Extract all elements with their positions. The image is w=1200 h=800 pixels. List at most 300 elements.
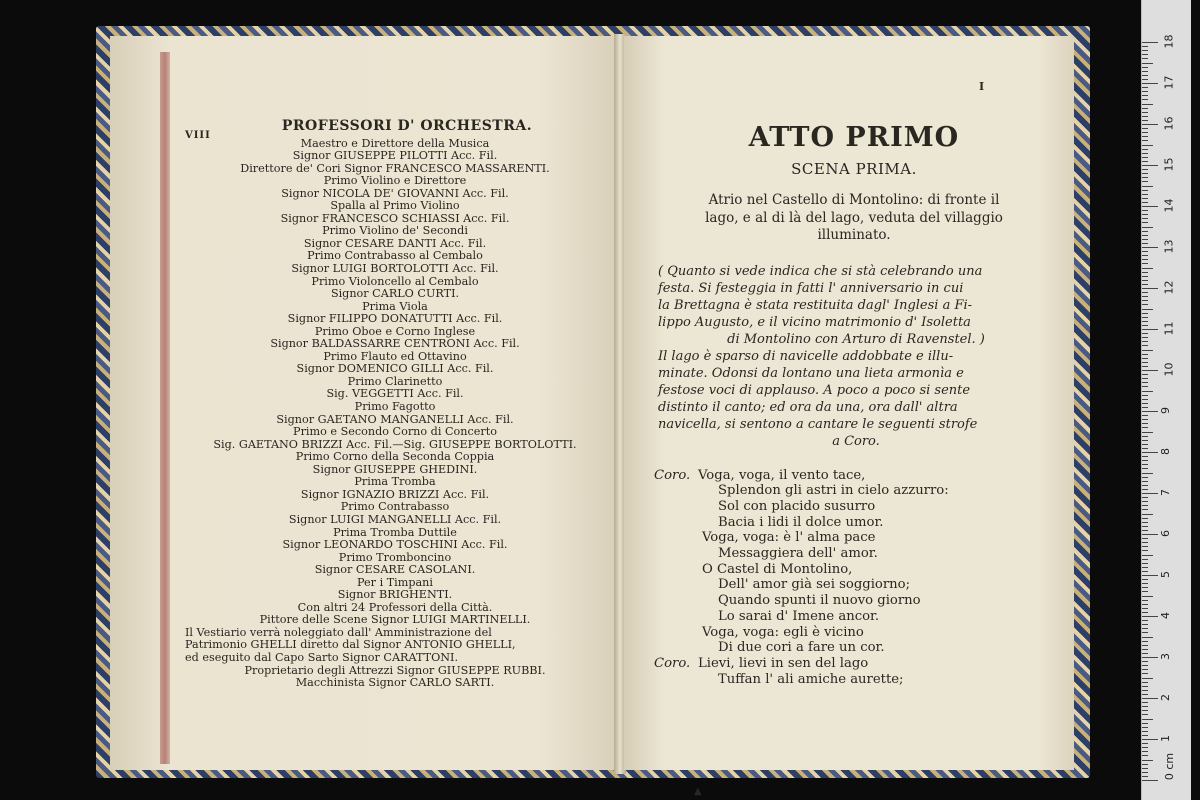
stage-line: minate. Odonsi da lontano una lieta armonìa e	[658, 365, 964, 381]
verse-text: Voga, voga, il vento tace,	[698, 467, 866, 483]
orchestra-line: Signor FILIPPO DONATUTTI Acc. Fil.	[287, 312, 503, 326]
ruler-tick	[1142, 321, 1148, 322]
ruler-tick	[1142, 218, 1148, 219]
ruler-tick	[1142, 522, 1148, 523]
ruler-tick	[1142, 239, 1148, 240]
ruler-tick	[1142, 673, 1148, 674]
ruler-tick	[1142, 591, 1148, 592]
ruler-tick	[1142, 452, 1158, 453]
orchestra-line: Sig. GAETANO BRIZZI Acc. Fil.—Sig. GIUSEPPE BORTOLOTTI.	[213, 437, 577, 451]
footer-mark: ▲	[694, 786, 702, 797]
ruler-tick	[1142, 128, 1148, 129]
orchestra-line: Con altri 24 Professori della Città.	[297, 600, 493, 614]
ruler-tick	[1142, 448, 1148, 449]
ruler-tick	[1142, 325, 1148, 326]
orchestra-line: Signor DOMENICO GILLI Acc. Fil.	[296, 362, 494, 376]
ruler-tick	[1142, 628, 1148, 629]
verse-line	[654, 609, 1054, 625]
ruler-tick	[1142, 702, 1148, 703]
ruler-tick	[1142, 214, 1148, 215]
ruler-tick	[1142, 370, 1158, 371]
ruler-tick	[1142, 468, 1148, 469]
ruler-tick	[1142, 485, 1148, 486]
ruler-tick	[1142, 780, 1158, 781]
ruler-tick	[1142, 583, 1148, 584]
verse-text: Voga, voga: egli è vicino	[702, 624, 864, 640]
orchestra-list	[185, 120, 605, 690]
ruler-tick	[1142, 108, 1148, 109]
ruler-tick	[1142, 58, 1148, 59]
setting-line: Atrio nel Castello di Montolino: di fronte il	[708, 192, 1000, 208]
book-binding	[96, 26, 1090, 797]
stage-line: la Brettagna è stata restituita dagl' Inglesi a Fi-	[658, 297, 973, 313]
ruler-tick	[1142, 259, 1148, 260]
ruler-tick	[1142, 120, 1148, 121]
ruler-tick	[1142, 350, 1153, 351]
ruler-tick	[1142, 280, 1148, 281]
ruler-tick	[1142, 723, 1148, 724]
ruler-tick	[1142, 202, 1148, 203]
ruler-tick	[1142, 473, 1153, 474]
ruler-tick	[1142, 518, 1148, 519]
ruler-label: 2	[1159, 694, 1172, 701]
ruler-tick	[1142, 772, 1148, 773]
ruler-tick	[1142, 760, 1153, 761]
ruler-tick	[1142, 276, 1148, 277]
stage-direction	[654, 263, 1054, 450]
orchestra-line: Primo Oboe e Corno Inglese	[314, 324, 476, 338]
ruler-tick	[1142, 190, 1148, 191]
ruler-tick	[1142, 587, 1148, 588]
orchestra-line: Signor CESARE DANTI Acc. Fil.	[303, 236, 487, 250]
ruler-tick	[1142, 83, 1158, 84]
ruler-tick	[1142, 87, 1148, 88]
left-page	[110, 36, 616, 770]
ruler-tick	[1142, 177, 1148, 178]
ruler-tick	[1142, 243, 1148, 244]
orchestra-line: Per i Timpani	[357, 575, 433, 589]
ruler-tick	[1142, 153, 1148, 154]
ruler-label: 12	[1162, 280, 1176, 295]
ruler-tick	[1142, 694, 1148, 695]
orchestra-line: Maestro e Direttore della Musica	[300, 136, 490, 150]
ruler-tick	[1142, 304, 1148, 305]
ruler-tick	[1142, 731, 1148, 732]
ruler-tick	[1142, 358, 1148, 359]
ruler-tick	[1142, 436, 1148, 437]
ruler-tick	[1142, 345, 1148, 346]
ruler-tick	[1142, 382, 1148, 383]
ruler-tick	[1142, 743, 1148, 744]
ruler-tick	[1142, 415, 1148, 416]
right-page	[624, 36, 1074, 797]
ruler-tick	[1142, 493, 1158, 494]
ruler-tick	[1142, 91, 1148, 92]
ruler-tick	[1142, 481, 1148, 482]
ruler-tick	[1142, 538, 1148, 539]
orchestra-line: Signor LUIGI BORTOLOTTI Acc. Fil.	[291, 262, 499, 276]
page-edge-red	[160, 52, 170, 764]
ruler-label: 6	[1159, 530, 1172, 537]
ruler-label: 7	[1159, 489, 1172, 496]
ruler-tick	[1142, 509, 1148, 510]
ruler-tick	[1142, 292, 1148, 293]
ruler-tick	[1142, 530, 1148, 531]
ruler-tick	[1142, 403, 1148, 404]
ruler-tick	[1142, 255, 1148, 256]
ruler-label: 4	[1159, 612, 1172, 619]
ruler-tick	[1142, 268, 1153, 269]
ruler-tick	[1142, 198, 1148, 199]
ruler-tick	[1142, 210, 1148, 211]
orchestra-line: Signor CESARE CASOLANI.	[314, 563, 476, 577]
ruler-tick	[1142, 366, 1148, 367]
scene-setting	[654, 192, 1054, 245]
verse-text: Splendon gli astri in cielo azzurro:	[718, 483, 949, 499]
verse-text: Voga, voga: è l' alma pace	[702, 530, 876, 546]
ruler-tick	[1142, 505, 1148, 506]
ruler-tick	[1142, 526, 1148, 527]
ruler-tick	[1142, 682, 1148, 683]
measurement-ruler	[1141, 0, 1191, 800]
orchestra-line: Signor BRIGHENTI.	[337, 588, 453, 602]
orchestra-line: Signor GIUSEPPE GHEDINI.	[312, 462, 478, 476]
ruler-tick	[1142, 559, 1148, 560]
ruler-tick	[1142, 739, 1158, 740]
ruler-tick	[1142, 251, 1148, 252]
ruler-tick	[1142, 706, 1148, 707]
stage-line: navicella, si sentono a cantare le seguenti strofe	[658, 416, 978, 432]
verse-line	[654, 515, 1054, 531]
ruler-tick	[1142, 145, 1153, 146]
ruler-tick	[1142, 567, 1148, 568]
ruler-tick	[1142, 669, 1148, 670]
ruler-tick	[1142, 362, 1148, 363]
verse-line	[654, 656, 1054, 672]
libretto-text	[654, 80, 1054, 797]
stage-line: festose voci di applauso. A poco a poco si sente	[658, 382, 971, 398]
ruler-tick	[1142, 341, 1148, 342]
ruler-unit-label: 0 cm	[1163, 752, 1177, 781]
speaker-label: Coro.	[654, 467, 691, 483]
verse-line	[654, 672, 1054, 688]
orchestra-line: Patrimonio GHELLI diretto dal Signor ANTONIO GHELLI,	[185, 638, 516, 652]
ruler-tick	[1142, 604, 1148, 605]
verse-line	[654, 640, 1054, 656]
ruler-tick	[1142, 411, 1158, 412]
ruler-tick	[1142, 54, 1148, 55]
ruler-tick	[1142, 386, 1148, 387]
ruler-tick	[1142, 354, 1148, 355]
ruler-label: 1	[1159, 735, 1172, 742]
ruler-tick	[1142, 624, 1148, 625]
orchestra-lines	[185, 138, 605, 690]
orchestra-line: Signor IGNAZIO BRIZZI Acc. Fil.	[300, 487, 490, 501]
ruler-tick	[1142, 419, 1148, 420]
ruler-tick	[1142, 181, 1148, 182]
ruler-tick	[1142, 550, 1148, 551]
folio-number: VIII	[185, 130, 211, 141]
ruler-tick	[1142, 300, 1148, 301]
orchestra-line: Primo Violoncello al Cembalo	[311, 274, 479, 288]
ruler-tick	[1142, 194, 1148, 195]
ruler-tick	[1142, 719, 1153, 720]
ruler-tick	[1142, 309, 1153, 310]
ruler-tick	[1142, 67, 1148, 68]
ruler-tick	[1142, 284, 1148, 285]
verse-line	[654, 546, 1054, 562]
ruler-tick	[1142, 395, 1148, 396]
orchestra-line: Signor NICOLA DE' GIOVANNI Acc. Fil.	[281, 186, 509, 200]
orchestra-line: Prima Tromba	[354, 475, 436, 489]
verse-line	[654, 577, 1054, 593]
ruler-tick	[1142, 698, 1158, 699]
stage-line: di Montolino con Arturo di Ravenstel. )	[727, 331, 985, 347]
ruler-tick	[1142, 735, 1148, 736]
ruler-tick	[1142, 313, 1148, 314]
ruler-label: 14	[1162, 198, 1176, 213]
ruler-tick	[1142, 632, 1148, 633]
ruler-tick	[1142, 407, 1148, 408]
ruler-tick	[1142, 727, 1148, 728]
ruler-tick	[1142, 563, 1148, 564]
scene-title: SCENA PRIMA.	[791, 160, 917, 178]
ruler-tick	[1142, 378, 1148, 379]
orchestra-line: Signor CARLO CURTI.	[330, 287, 460, 301]
ruler-label: 10	[1162, 362, 1176, 377]
ruler-tick	[1142, 653, 1148, 654]
orchestra-line: ed eseguito dal Capo Sarto Signor CARATTONI.	[185, 650, 459, 664]
ruler-label: 16	[1162, 116, 1176, 131]
orchestra-line: Prima Tromba Duttile	[333, 525, 457, 539]
ruler-tick	[1142, 665, 1148, 666]
ruler-tick	[1142, 600, 1148, 601]
ruler-tick	[1142, 63, 1153, 64]
ruler-tick	[1142, 637, 1153, 638]
ruler-tick	[1142, 460, 1148, 461]
ruler-tick	[1142, 514, 1153, 515]
ruler-tick	[1142, 747, 1148, 748]
ruler-tick	[1142, 317, 1148, 318]
ruler-label: 11	[1162, 321, 1176, 336]
ruler-tick	[1142, 132, 1148, 133]
ruler-tick	[1142, 391, 1153, 392]
ruler-tick	[1142, 46, 1148, 47]
ruler-tick	[1142, 690, 1148, 691]
ruler-tick	[1142, 333, 1148, 334]
orchestra-line: Sig. VEGGETTI Acc. Fil.	[326, 387, 464, 401]
ruler-tick	[1142, 157, 1148, 158]
orchestra-line: Primo Violino e Direttore	[323, 174, 467, 188]
ruler-tick	[1142, 710, 1148, 711]
ruler-tick	[1142, 75, 1148, 76]
ruler-tick	[1142, 427, 1148, 428]
ruler-label: 17	[1162, 75, 1176, 90]
ruler-tick	[1142, 71, 1148, 72]
verse-text: Bacia i lidi il dolce umor.	[718, 514, 884, 530]
orchestra-line: Primo Tromboncino	[338, 550, 452, 564]
orchestra-line: Primo Fagotto	[354, 400, 436, 414]
ruler-tick	[1142, 161, 1148, 162]
ruler-tick	[1142, 227, 1153, 228]
stage-line: distinto il canto; ed ora da una, ora dall' altra	[658, 399, 958, 415]
ruler-tick	[1142, 440, 1148, 441]
ruler-label: 9	[1159, 407, 1172, 414]
ruler-tick	[1142, 764, 1148, 765]
ruler-tick	[1142, 329, 1158, 330]
ruler-tick	[1142, 489, 1148, 490]
verse-line	[654, 499, 1054, 515]
verse-line	[654, 468, 1054, 484]
ruler-tick	[1142, 534, 1158, 535]
verse-text: Messaggiera dell' amor.	[718, 546, 878, 562]
ruler-tick	[1142, 99, 1148, 100]
orchestra-line: Pittore delle Scene Signor LUIGI MARTINELLI.	[259, 613, 531, 627]
ruler-tick	[1142, 222, 1148, 223]
ruler-tick	[1142, 247, 1158, 248]
verse-text: O Castel di Montolino,	[702, 561, 853, 577]
ruler-tick	[1142, 95, 1148, 96]
ruler-tick	[1142, 464, 1148, 465]
ruler-tick	[1142, 714, 1148, 715]
ruler-tick	[1142, 206, 1158, 207]
ruler-tick	[1142, 657, 1158, 658]
ruler-tick	[1142, 231, 1148, 232]
ruler-tick	[1142, 751, 1148, 752]
ruler-tick	[1142, 620, 1148, 621]
ruler-label: 13	[1162, 239, 1176, 254]
verse-text: Di due cori a fare un cor.	[718, 640, 885, 656]
ruler-tick	[1142, 374, 1148, 375]
ruler-tick	[1142, 186, 1153, 187]
ruler-tick	[1142, 776, 1148, 777]
ruler-tick	[1142, 641, 1148, 642]
ruler-tick	[1142, 42, 1158, 43]
orchestra-line: Prima Viola	[362, 299, 428, 313]
ruler-label: 3	[1159, 653, 1172, 660]
page-number: I	[979, 80, 985, 93]
verse-text: Tuffan l' ali amiche aurette;	[718, 671, 904, 687]
orchestra-line: Primo Clarinetto	[347, 374, 443, 388]
orchestra-line: Il Vestiario verrà noleggiato dall' Amministrazione del	[185, 625, 492, 639]
ruler-tick	[1142, 235, 1148, 236]
ruler-tick	[1142, 546, 1148, 547]
verse-text: Quando spunti il nuovo giorno	[718, 593, 921, 609]
stage-line: lippo Augusto, e il vicino matrimonio d' Isoletta	[658, 314, 971, 330]
ruler-tick	[1142, 296, 1148, 297]
ruler-tick	[1142, 136, 1148, 137]
orchestra-line: Proprietario degli Attrezzi Signor GIUSEPPE RUBBI.	[244, 663, 546, 677]
ruler-tick	[1142, 112, 1148, 113]
verse-line	[654, 483, 1054, 499]
ruler-label: 5	[1159, 571, 1172, 578]
ruler-tick	[1142, 755, 1148, 756]
speaker-label: Coro.	[654, 655, 691, 671]
ruler-tick	[1142, 596, 1153, 597]
ruler-tick	[1142, 649, 1148, 650]
ruler-label: 15	[1162, 157, 1176, 172]
stage-line: a Coro.	[832, 433, 880, 449]
stage-line: festa. Si festeggia in fatti l' anniversario in cui	[658, 280, 964, 296]
ruler-tick	[1142, 169, 1148, 170]
ruler-tick	[1142, 399, 1148, 400]
ruler-tick	[1142, 423, 1148, 424]
ruler-tick	[1142, 661, 1148, 662]
act-title: ATTO PRIMO	[748, 122, 960, 153]
verse-text: Dell' amor già sei soggiorno;	[718, 577, 911, 593]
ruler-tick	[1142, 686, 1148, 687]
orchestra-line: Primo Corno della Seconda Coppia	[295, 450, 495, 464]
verse-block	[654, 468, 1054, 688]
orchestra-line: Direttore de' Cori Signor FRANCESCO MASSARENTI.	[240, 161, 550, 175]
verse-line	[654, 562, 1054, 578]
orchestra-line: Macchinista Signor CARLO SARTI.	[295, 676, 495, 690]
orchestra-line: Signor BALDASSARRE CENTRONI Acc. Fil.	[270, 337, 520, 351]
verse-text: Lo sarai d' Imene ancor.	[718, 608, 880, 624]
ruler-tick	[1142, 432, 1153, 433]
orchestra-line: Primo Contrabasso al Cembalo	[307, 249, 483, 263]
orchestra-line: Signor FRANCESCO SCHIASSI Acc. Fil.	[280, 211, 510, 225]
verse-text: Sol con placido susurro	[718, 498, 876, 514]
ruler-tick	[1142, 542, 1148, 543]
orchestra-line: Signor LUIGI MANGANELLI Acc. Fil.	[288, 512, 502, 526]
ruler-label: 8	[1159, 448, 1172, 455]
verse-line	[654, 625, 1054, 641]
verse-line	[654, 530, 1054, 546]
ruler-tick	[1142, 50, 1148, 51]
orchestra-line: Primo Flauto ed Ottavino	[323, 349, 467, 363]
ruler-tick	[1142, 456, 1148, 457]
ruler-tick	[1142, 477, 1148, 478]
ruler-tick	[1142, 616, 1158, 617]
verse-line	[654, 593, 1054, 609]
ruler-tick	[1142, 79, 1148, 80]
ruler-tick	[1142, 337, 1148, 338]
ruler-tick	[1142, 116, 1148, 117]
ruler-tick	[1142, 608, 1148, 609]
ruler-tick	[1142, 124, 1158, 125]
ruler-tick	[1142, 444, 1148, 445]
ruler-tick	[1142, 173, 1148, 174]
ruler-tick	[1142, 579, 1148, 580]
ruler-tick	[1142, 149, 1148, 150]
orchestra-line: Primo Contrabasso	[340, 500, 450, 514]
ruler-tick	[1142, 571, 1148, 572]
ruler-tick	[1142, 165, 1158, 166]
stage-line: ( Quanto si vede indica che si stà celebrando una	[658, 263, 983, 279]
ruler-tick	[1142, 678, 1153, 679]
ruler-tick	[1142, 555, 1153, 556]
ruler-tick	[1142, 104, 1153, 105]
ruler-tick	[1142, 272, 1148, 273]
ruler-label: 18	[1162, 34, 1176, 49]
ruler-tick	[1142, 263, 1148, 264]
ruler-tick	[1142, 140, 1148, 141]
verse-text: Lievi, lievi in sen del lago	[698, 655, 869, 671]
ruler-tick	[1142, 497, 1148, 498]
orchestra-line: Primo e Secondo Corno di Concerto	[293, 425, 497, 439]
setting-line: illuminato.	[817, 227, 891, 243]
orchestra-line: Signor GAETANO MANGANELLI Acc. Fil.	[276, 412, 514, 426]
orchestra-heading: PROFESSORI D' ORCHESTRA.	[281, 118, 533, 134]
orchestra-line: Signor GIUSEPPE PILOTTI Acc. Fil.	[292, 149, 498, 163]
stage-line: Il lago è sparso di navicelle addobbate e illu-	[658, 348, 954, 364]
ruler-tick	[1142, 612, 1148, 613]
ruler-tick	[1142, 575, 1158, 576]
ruler-tick	[1142, 501, 1148, 502]
ruler-tick	[1142, 645, 1148, 646]
setting-line: lago, e al di là del lago, veduta del villaggio	[705, 209, 1003, 226]
